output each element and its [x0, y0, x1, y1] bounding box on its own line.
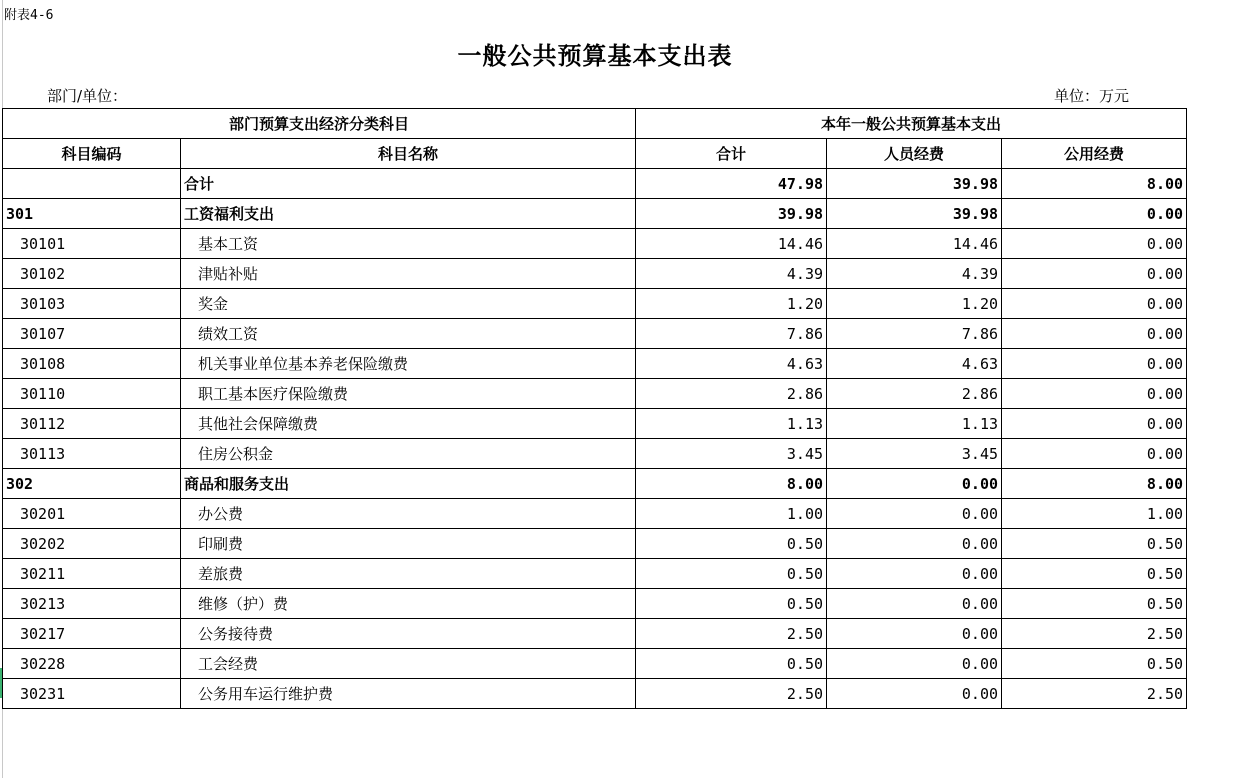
cell-name[interactable]: 工资福利支出: [181, 199, 636, 229]
cell-code[interactable]: 30102: [3, 259, 181, 289]
cell-personnel[interactable]: 0.00: [827, 619, 1002, 649]
cell-public[interactable]: 0.00: [1002, 229, 1187, 259]
cell-code[interactable]: 30228: [3, 649, 181, 679]
cell-public[interactable]: 0.00: [1002, 349, 1187, 379]
cell-personnel[interactable]: 3.45: [827, 439, 1002, 469]
table-row: [3, 229, 1187, 259]
cell-name[interactable]: 合计: [181, 169, 636, 199]
header-column-row: [3, 139, 1187, 169]
cell-public[interactable]: 2.50: [1002, 679, 1187, 709]
table-row: [3, 169, 1187, 199]
table-row: [3, 379, 1187, 409]
cell-public[interactable]: 0.00: [1002, 319, 1187, 349]
cell-code[interactable]: 30110: [3, 379, 181, 409]
cell-code[interactable]: 30113: [3, 439, 181, 469]
department-label: 部门/单位：: [47, 87, 128, 105]
cell-name[interactable]: 维修（护）费: [181, 589, 636, 619]
cell-public[interactable]: 0.00: [1002, 409, 1187, 439]
cell-total[interactable]: 3.45: [636, 439, 827, 469]
cell-name[interactable]: 基本工资: [181, 229, 636, 259]
unit-label: 单位：万元: [1054, 87, 1130, 105]
header-group-left[interactable]: 部门预算支出经济分类科目: [3, 109, 636, 139]
cell-public[interactable]: 0.50: [1002, 589, 1187, 619]
cell-total[interactable]: 7.86: [636, 319, 827, 349]
cell-public[interactable]: 0.00: [1002, 439, 1187, 469]
header-code[interactable]: 科目编码: [3, 139, 181, 169]
cell-total[interactable]: 2.86: [636, 379, 827, 409]
cell-public[interactable]: 0.50: [1002, 529, 1187, 559]
table-row: [3, 529, 1187, 559]
cell-total[interactable]: 1.00: [636, 499, 827, 529]
cell-total[interactable]: 0.50: [636, 649, 827, 679]
cell-total[interactable]: 4.39: [636, 259, 827, 289]
cell-personnel[interactable]: 0.00: [827, 499, 1002, 529]
cell-name[interactable]: 其他社会保障缴费: [181, 409, 636, 439]
cell-total[interactable]: 1.20: [636, 289, 827, 319]
cell-public[interactable]: 8.00: [1002, 469, 1187, 499]
cell-name[interactable]: 办公费: [181, 499, 636, 529]
cell-public[interactable]: 0.50: [1002, 649, 1187, 679]
annex-label: 附表4-6: [4, 8, 54, 23]
cell-name[interactable]: 津贴补贴: [181, 259, 636, 289]
cell-personnel[interactable]: 4.39: [827, 259, 1002, 289]
cell-personnel[interactable]: 0.00: [827, 589, 1002, 619]
cell-total[interactable]: 14.46: [636, 229, 827, 259]
cell-name[interactable]: 职工基本医疗保险缴费: [181, 379, 636, 409]
table-row: [3, 409, 1187, 439]
cell-code[interactable]: 30103: [3, 289, 181, 319]
cell-code[interactable]: 30217: [3, 619, 181, 649]
table-row: [3, 559, 1187, 589]
cell-code[interactable]: [3, 169, 181, 199]
cell-code[interactable]: 30231: [3, 679, 181, 709]
cell-personnel[interactable]: 1.13: [827, 409, 1002, 439]
cell-name[interactable]: 印刷费: [181, 529, 636, 559]
table-row: [3, 499, 1187, 529]
header-total[interactable]: 合计: [636, 139, 827, 169]
page-title: 一般公共预算基本支出表: [457, 41, 733, 70]
cell-code[interactable]: 30107: [3, 319, 181, 349]
cell-name[interactable]: 差旅费: [181, 559, 636, 589]
cell-name[interactable]: 机关事业单位基本养老保险缴费: [181, 349, 636, 379]
cell-code[interactable]: 30213: [3, 589, 181, 619]
cell-code[interactable]: 30211: [3, 559, 181, 589]
table-row: [3, 319, 1187, 349]
cell-personnel[interactable]: 0.00: [827, 529, 1002, 559]
cell-total[interactable]: 2.50: [636, 679, 827, 709]
header-personnel[interactable]: 人员经费: [827, 139, 1002, 169]
cell-name[interactable]: 住房公积金: [181, 439, 636, 469]
cell-name[interactable]: 工会经费: [181, 649, 636, 679]
cell-total[interactable]: 0.50: [636, 559, 827, 589]
table-row: [3, 469, 1187, 499]
cell-name[interactable]: 公务接待费: [181, 619, 636, 649]
cell-personnel[interactable]: 0.00: [827, 559, 1002, 589]
cell-total[interactable]: 39.98: [636, 199, 827, 229]
cell-personnel[interactable]: 1.20: [827, 289, 1002, 319]
cell-personnel[interactable]: 39.98: [827, 199, 1002, 229]
cell-total[interactable]: 8.00: [636, 469, 827, 499]
cell-total[interactable]: 2.50: [636, 619, 827, 649]
cell-personnel[interactable]: 39.98: [827, 169, 1002, 199]
cell-code[interactable]: 302: [3, 469, 181, 499]
table-row: [3, 289, 1187, 319]
cell-personnel[interactable]: 0.00: [827, 679, 1002, 709]
table-row: [3, 649, 1187, 679]
cell-code[interactable]: 30101: [3, 229, 181, 259]
cell-name[interactable]: 公务用车运行维护费: [181, 679, 636, 709]
header-group-row: [3, 109, 1187, 139]
table-row: [3, 199, 1187, 229]
table-row: [3, 349, 1187, 379]
table-row: [3, 619, 1187, 649]
table-row: [3, 439, 1187, 469]
header-public[interactable]: 公用经费: [1002, 139, 1187, 169]
cell-total[interactable]: 0.50: [636, 529, 827, 559]
cell-name[interactable]: 奖金: [181, 289, 636, 319]
cell-public[interactable]: 1.00: [1002, 499, 1187, 529]
cell-public[interactable]: 2.50: [1002, 619, 1187, 649]
cell-personnel[interactable]: 2.86: [827, 379, 1002, 409]
cell-public[interactable]: 0.00: [1002, 199, 1187, 229]
cell-personnel[interactable]: 0.00: [827, 469, 1002, 499]
cell-personnel[interactable]: 7.86: [827, 319, 1002, 349]
cell-code[interactable]: 30112: [3, 409, 181, 439]
cell-total[interactable]: 47.98: [636, 169, 827, 199]
cell-code[interactable]: 30108: [3, 349, 181, 379]
cell-code[interactable]: 30202: [3, 529, 181, 559]
cell-total[interactable]: 1.13: [636, 409, 827, 439]
cell-name[interactable]: 商品和服务支出: [181, 469, 636, 499]
cell-total[interactable]: 4.63: [636, 349, 827, 379]
cell-public[interactable]: 0.00: [1002, 289, 1187, 319]
table-row: [3, 679, 1187, 709]
cell-personnel[interactable]: 4.63: [827, 349, 1002, 379]
cell-public[interactable]: 8.00: [1002, 169, 1187, 199]
table-row: [3, 589, 1187, 619]
cell-code[interactable]: 301: [3, 199, 181, 229]
cell-personnel[interactable]: 0.00: [827, 649, 1002, 679]
cell-public[interactable]: 0.00: [1002, 379, 1187, 409]
budget-table: [2, 108, 1187, 709]
cell-public[interactable]: 0.50: [1002, 559, 1187, 589]
cell-name[interactable]: 绩效工资: [181, 319, 636, 349]
cell-public[interactable]: 0.00: [1002, 259, 1187, 289]
cell-personnel[interactable]: 14.46: [827, 229, 1002, 259]
header-group-right[interactable]: 本年一般公共预算基本支出: [636, 109, 1187, 139]
header-name[interactable]: 科目名称: [181, 139, 636, 169]
cell-total[interactable]: 0.50: [636, 589, 827, 619]
table-row: [3, 259, 1187, 289]
cell-code[interactable]: 30201: [3, 499, 181, 529]
